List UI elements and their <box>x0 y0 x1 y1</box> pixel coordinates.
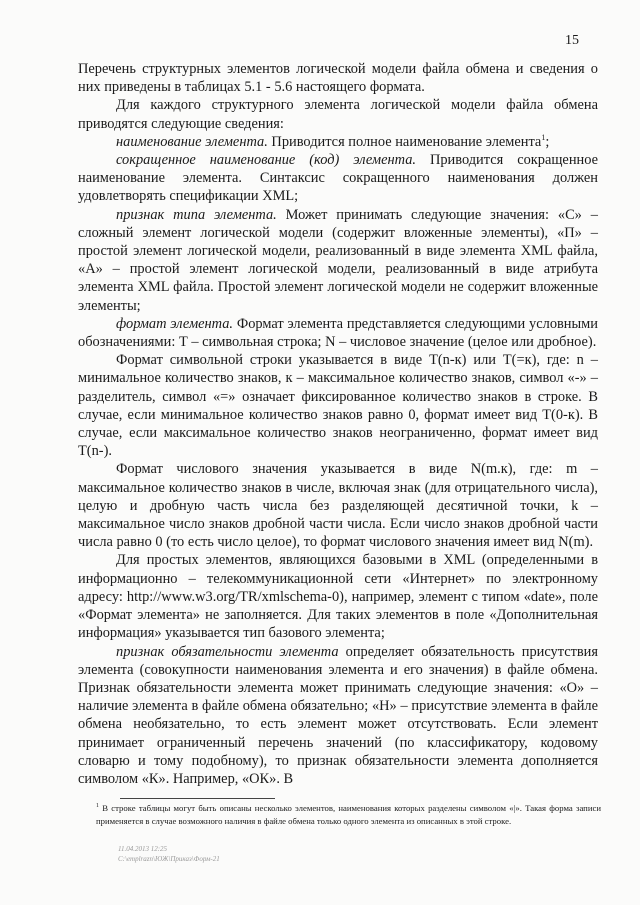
paragraph-text: определяет обязательность присутствия элемента (совокупности наименования элемента и его значения) в файле обмена. Признак обязательности элемента может принимать следующие значения: «О» – наличие элемента в файле обмена обязательно; «Н» – присутствие элемента в файле обмена необязательно, то есть элемент может отсутствовать. Если элемент принимает ограниченный перечень значений (по классификатору, кодовому словарю и тому подобному), то признак обязательности элемента дополняется символом «К». Например, «ОК». В <box>78 643 598 787</box>
paragraph-text: Для простых элементов, являющихся базовыми в XML (определенными в информационно – телекоммуникационной сети «Интернет» по электронному адресу: http://www.w3.org/TR/xmlschema-0), например, элемент с типом «date», поле «Формат элемента» не заполняется. Для таких элементов в поле «Дополнительная информация» указывается тип базового элемента; <box>78 552 598 642</box>
footnote-text: В строке таблицы могут быть описаны несколько элементов, наименования которых разделены символом «|». Такая форма записи применяется в случае возможного наличия в файле обмена только одного элемента из описанных в этой строке. <box>96 803 601 826</box>
file-stamp-path: С:\emplrazn\ЮЖ\Приказ\Форм-21 <box>118 855 220 863</box>
term-label: наименование элемента. <box>116 133 268 150</box>
term-label: признак обязательности элемента <box>116 643 339 660</box>
paragraph-element-format <box>78 315 598 351</box>
footnote <box>96 802 601 827</box>
paragraph-tail: ; <box>545 133 550 150</box>
paragraph-text: Может принимать следующие значения: «С» – сложный элемент логической модели (содержит вложенные элементы), «П» – простой элемент логической модели, реализованный в виде элемента XML файла, «А» – простой элемент логической модели, реализованный в виде атрибута элемента XML файла. Простой элемент логической модели не содержит вложенные элементы; <box>78 206 598 314</box>
paragraph-text: Формат элемента представляется следующими условными обозначениями: Т – символьная строка; N – числовое значение (целое или дробное). <box>78 315 598 351</box>
page-number: 15 <box>565 33 579 48</box>
paragraph-numeric-format <box>78 460 598 551</box>
paragraph-text: Для каждого структурного элемента логической модели файла обмена приводятся следующие сведения: <box>78 97 598 132</box>
paragraph-text: Формат числового значения указывается в виде N(m.к), где: m – максимальное количество знаков в числе, включая знак (для отрицательного числа), целую и дробную часть числа без разделяющей десятичной точки, k – максимальное число знаков дробной части числа. Если число знаков дробной части числа равно 0 (то есть число целое), то формат числового значения имеет вид N(m). <box>78 461 598 551</box>
paragraph-element-type <box>78 206 598 315</box>
paragraph-mandatory-flag <box>78 643 598 789</box>
term-label: сокращенное наименование (код) элемента. <box>116 152 416 169</box>
paragraph-element-name <box>78 133 598 151</box>
body-text <box>78 60 598 788</box>
paragraph-text: Приводится сокращенное наименование элемента. Синтаксис сокращенного наименования должен удовлетворять спецификации XML; <box>78 152 598 205</box>
term-label: признак типа элемента. <box>116 206 277 223</box>
paragraph-text: Приводится полное наименование элемента <box>267 133 542 150</box>
file-stamp-date: 11.04.2013 12:25 <box>118 845 168 853</box>
paragraph-basic-elements <box>78 551 598 642</box>
paragraph-intro <box>78 96 598 132</box>
footnote-separator <box>120 798 275 799</box>
term-label: формат элемента. <box>116 315 234 332</box>
paragraph-tables-reference <box>78 60 598 96</box>
paragraph-text: Перечень структурных элементов логической модели файла обмена и сведения о них приведены в таблицах 5.1 - 5.6 настоящего формата. <box>78 61 598 96</box>
paragraph-short-name <box>78 151 598 206</box>
footnote-marker: 1 <box>96 803 99 810</box>
paragraph-string-format <box>78 351 598 460</box>
footnote-reference: 1 <box>541 133 546 143</box>
paragraph-text: Формат символьной строки указывается в виде Т(n-к) или Т(=к), где: n – минимальное количество знаков, к – максимальное количество знаков, символ «-» – разделитель, символ «=» означает фиксированное количество знаков в строке. В случае, если минимальное количество знаков равно 0, формат имеет вид Т(0-к). В случае, если максимальное количество знаков неограниченно, формат имеет вид Т(n-). <box>78 352 598 460</box>
